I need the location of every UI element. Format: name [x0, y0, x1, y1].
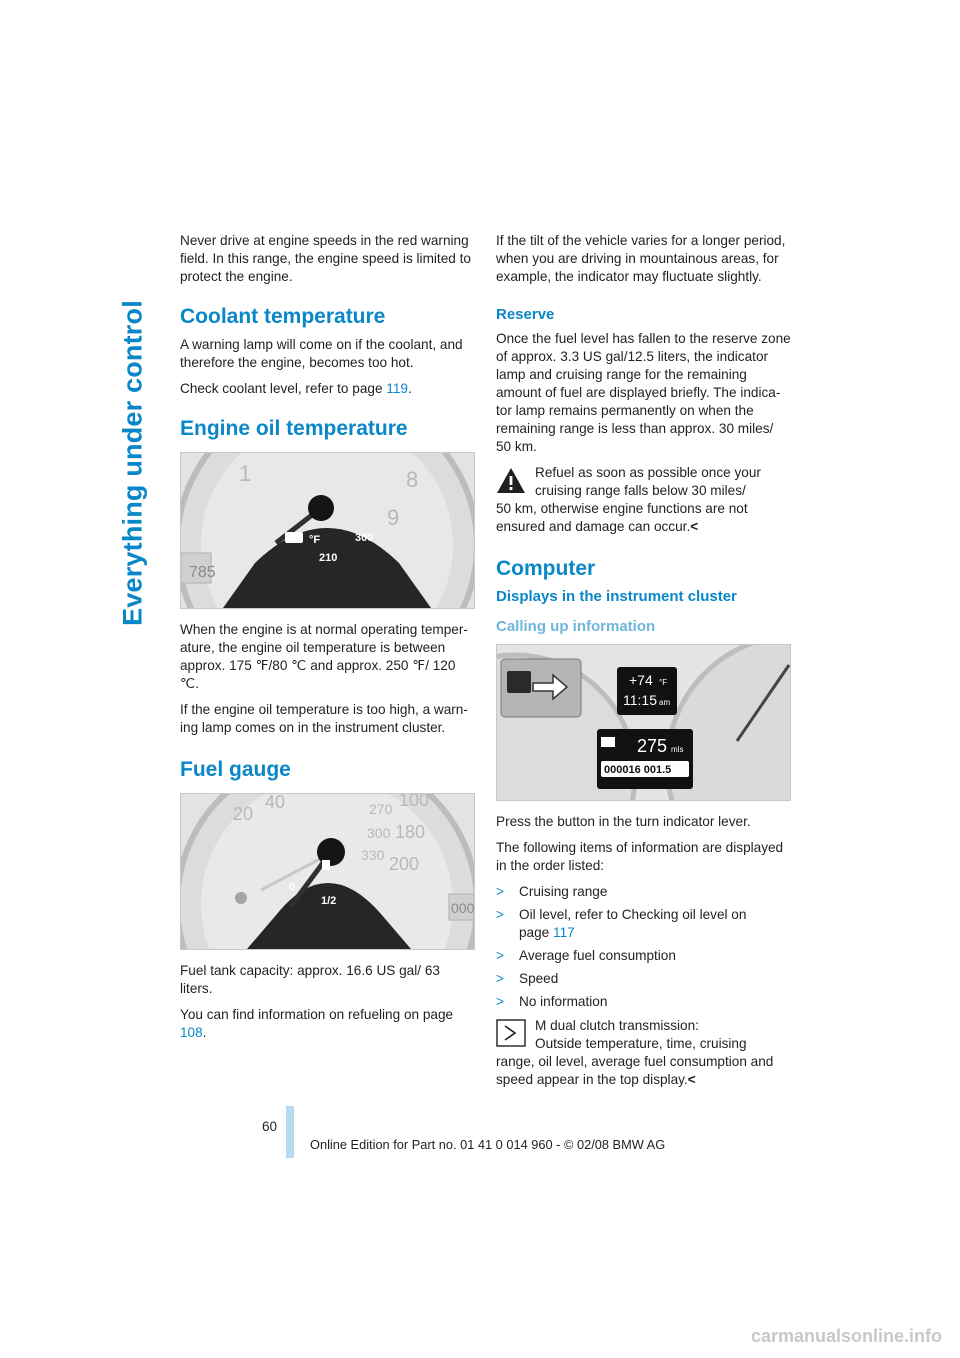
list-bullet: > — [496, 907, 504, 922]
page-link-108[interactable]: 108 — [180, 1025, 203, 1040]
coolant-ref-paragraph — [180, 380, 475, 398]
note-end-mark: < — [687, 1072, 696, 1087]
reserve-warning — [496, 464, 791, 536]
list-bullet: > — [496, 994, 504, 1009]
chapter-sidebar — [108, 228, 158, 698]
display-range-unit: mls — [671, 745, 684, 754]
reserve-paragraph: Once the fuel level has fallen to the reserve zone of approx. 3.3 US gal/12.5 liters, the indicator lamp and cruising range for the remaining amount of fuel are displayed briefly. The indicator lamp remains permanently on when the remaining range is less than approx. 30 miles/ 50 km. — [496, 331, 791, 454]
coolant-ref-text: Check coolant level, refer to page — [180, 381, 387, 396]
list-item-text: No information — [519, 994, 608, 1009]
display-time: 11:15 — [623, 692, 657, 708]
gauge-label-8: 8 — [406, 467, 419, 492]
list-item-text: Oil level, refer to Checking oil level on — [519, 907, 747, 922]
oil-temp-gauge-illustration — [181, 453, 474, 608]
list-bullet: > — [496, 971, 504, 986]
fuel-gauge-odo: 000 — [451, 900, 474, 916]
display-temp-unit: °F — [659, 678, 668, 687]
oil-unit-label: °F — [309, 534, 321, 546]
oil-paragraph-1: When the engine is at normal operating temperature, the engine oil temperature is between approx. 175 ℉/80 ℃ and approx. 250 ℉/ 120 ℃. — [180, 622, 468, 691]
fuel-gauge-100: 100 — [399, 794, 430, 810]
computer-display-illustration — [497, 645, 790, 800]
coolant-ref-end: . — [407, 381, 412, 396]
list-item — [496, 883, 791, 901]
coolant-heading: Coolant temperature — [180, 305, 386, 328]
fuel-gauge-zero: 0 — [289, 881, 296, 893]
fuel-refuel-end: . — [202, 1025, 207, 1040]
oil-mark-210: 210 — [319, 552, 338, 564]
fuel-capacity-paragraph: Fuel tank capacity: approx. 16.6 US gal/ 63 liters. — [180, 963, 440, 996]
fuel-gauge-illustration — [181, 794, 474, 949]
oil-heading: Engine oil temperature — [180, 417, 408, 440]
fuel-refuel-text: You can find information on refueling on page — [180, 1007, 454, 1022]
reserve-heading: Reserve — [496, 306, 555, 323]
note-rest-text: range, oil level, average fuel consumption and speed appear in the top display. — [496, 1054, 774, 1087]
list-item — [496, 906, 791, 942]
right-column — [496, 232, 791, 1089]
warning-rest — [496, 500, 791, 536]
fuel-gauge-180: 180 — [395, 822, 426, 842]
fuel-gauge-300: 300 — [367, 825, 391, 841]
chapter-title: Everything under control — [117, 300, 148, 626]
press-button-paragraph: Press the button in the turn indicator lever. — [496, 814, 751, 829]
fuel-heading: Fuel gauge — [180, 758, 291, 781]
instrument-cluster-heading: Displays in the instrument cluster — [496, 588, 737, 605]
gauge-odo-label: 785 — [189, 564, 216, 581]
left-column — [180, 232, 475, 1050]
list-item-text: Average fuel consumption — [519, 948, 676, 963]
display-time-unit: am — [659, 698, 671, 707]
note-line-2: Outside temperature, time, cruising — [535, 1036, 747, 1051]
note-rest — [496, 1053, 791, 1089]
list-item — [496, 970, 791, 988]
watermark: carmanualsonline.info — [750, 1326, 942, 1346]
warning-line-1: Refuel as soon as possible once your — [535, 465, 761, 480]
list-item-page-prefix: page — [519, 925, 554, 940]
footer-edition: Online Edition for Part no. 01 41 0 014 960 - © 02/08 BMW AG — [310, 1137, 666, 1152]
computer-display-figure — [496, 644, 791, 801]
list-item — [496, 993, 791, 1011]
warning-end-mark: < — [690, 519, 699, 534]
list-bullet: > — [496, 948, 504, 963]
oil-mark-300: 300 — [355, 532, 374, 544]
warning-triangle-icon — [496, 466, 526, 494]
list-item-text: Cruising range — [519, 884, 608, 899]
oil-can-icon — [285, 532, 303, 543]
list-bullet: > — [496, 884, 504, 899]
fuel-pump-icon — [322, 860, 330, 870]
display-temp: +74 — [629, 672, 653, 688]
list-item-text: Speed — [519, 971, 559, 986]
oil-temp-gauge-figure — [180, 452, 475, 609]
fuel-gauge-200: 200 — [389, 854, 420, 874]
info-items-list — [496, 883, 791, 1011]
fuel-gauge-figure — [180, 793, 475, 950]
gauge-label-9: 9 — [387, 505, 400, 530]
fuel-gauge-20: 20 — [233, 804, 254, 824]
warning-line-2: cruising range falls below 30 miles/ — [535, 483, 746, 498]
oil-paragraph-2: If the engine oil temperature is too high, a warning lamp comes on in the instrument cluster. — [180, 702, 468, 735]
warning-rest-text: 50 km, otherwise engine functions are not ensured and damage can occur. — [496, 501, 748, 534]
coolant-paragraph: A warning lamp will come on if the coolant, and therefore the engine, becomes too hot. — [180, 337, 463, 370]
display-range: 275 — [637, 736, 668, 756]
display-odometer: 000016 001.5 — [604, 764, 672, 776]
m-dct-note — [496, 1017, 791, 1089]
list-item — [496, 947, 791, 965]
fuel-refuel-paragraph — [180, 1006, 475, 1042]
fuel-gauge-330: 330 — [361, 847, 385, 863]
intro-paragraph: Never drive at engine speeds in the red warning field. In this range, the engine speed is limited to protect the engine. — [180, 233, 471, 284]
fuel-gauge-270: 270 — [369, 801, 393, 817]
footer-bar — [286, 1106, 294, 1158]
page-link-119[interactable]: 119 — [386, 381, 408, 396]
gauge-label-1: 1 — [239, 461, 252, 486]
m-dct-note-icon — [496, 1019, 526, 1047]
fuel-gauge-40: 40 — [265, 794, 286, 812]
tilt-paragraph: If the tilt of the vehicle varies for a longer period, when you are driving in mountainous areas, for example, the indicator may fluctuate slightly. — [496, 233, 786, 284]
fuel-gauge-half: 1/2 — [321, 895, 337, 907]
items-intro-paragraph: The following items of information are displayed in the order listed: — [496, 840, 784, 873]
page-number: 60 — [262, 1119, 278, 1134]
display-range-icon — [601, 737, 615, 747]
note-line-1: M dual clutch transmission: — [535, 1018, 699, 1033]
page-link-117[interactable]: 117 — [553, 925, 575, 940]
calling-up-info-heading: Calling up information — [496, 618, 656, 635]
computer-heading: Computer — [496, 557, 596, 580]
